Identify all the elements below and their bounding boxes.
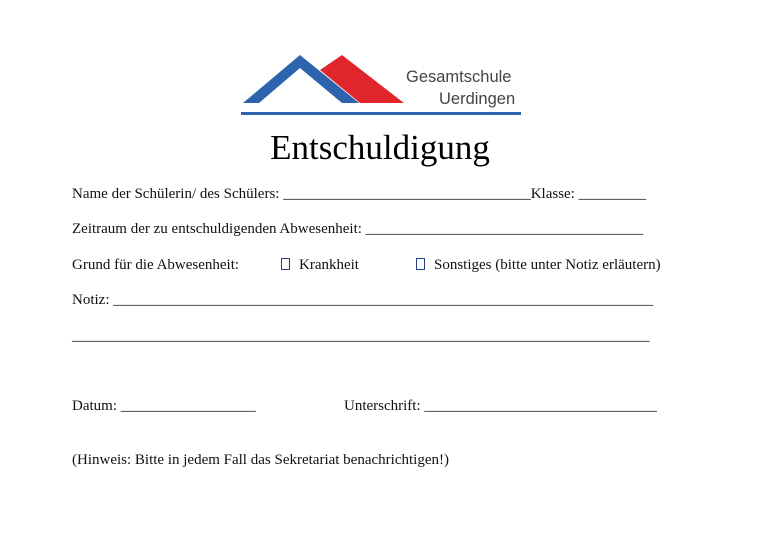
sonstiges-label: Sonstiges (bitte unter Notiz erläutern)	[434, 257, 661, 273]
note-field[interactable]: Notiz: ________________________________________________________________________	[72, 292, 654, 308]
signature-field[interactable]: Unterschrift: _______________________________	[344, 398, 657, 414]
hint-text: (Hinweis: Bitte in jedem Fall das Sekretariat benachrichtigen!)	[72, 452, 449, 468]
logo-text-line1: Gesamtschule	[406, 68, 512, 86]
absence-reason-label: Grund für die Abwesenheit:	[72, 257, 240, 273]
sonstiges-checkbox[interactable]	[416, 258, 425, 270]
absence-period-field[interactable]: Zeitraum der zu entschuldigenden Abwesenheit: _____________________________________	[72, 221, 644, 237]
date-field[interactable]: Datum: __________________	[72, 398, 256, 414]
note-field-continued[interactable]: _____________________________________________________________________________	[72, 328, 650, 344]
student-name-class-field[interactable]: Name der Schülerin/ des Schülers: _________________________________Klasse: _________	[72, 186, 647, 202]
page-title: Entschuldigung	[270, 128, 490, 167]
roof-logo-icon	[241, 54, 523, 120]
krankheit-label: Krankheit	[299, 257, 359, 273]
logo-text-line2: Uerdingen	[439, 90, 516, 108]
school-logo	[241, 54, 523, 120]
krankheit-checkbox[interactable]	[281, 258, 290, 270]
